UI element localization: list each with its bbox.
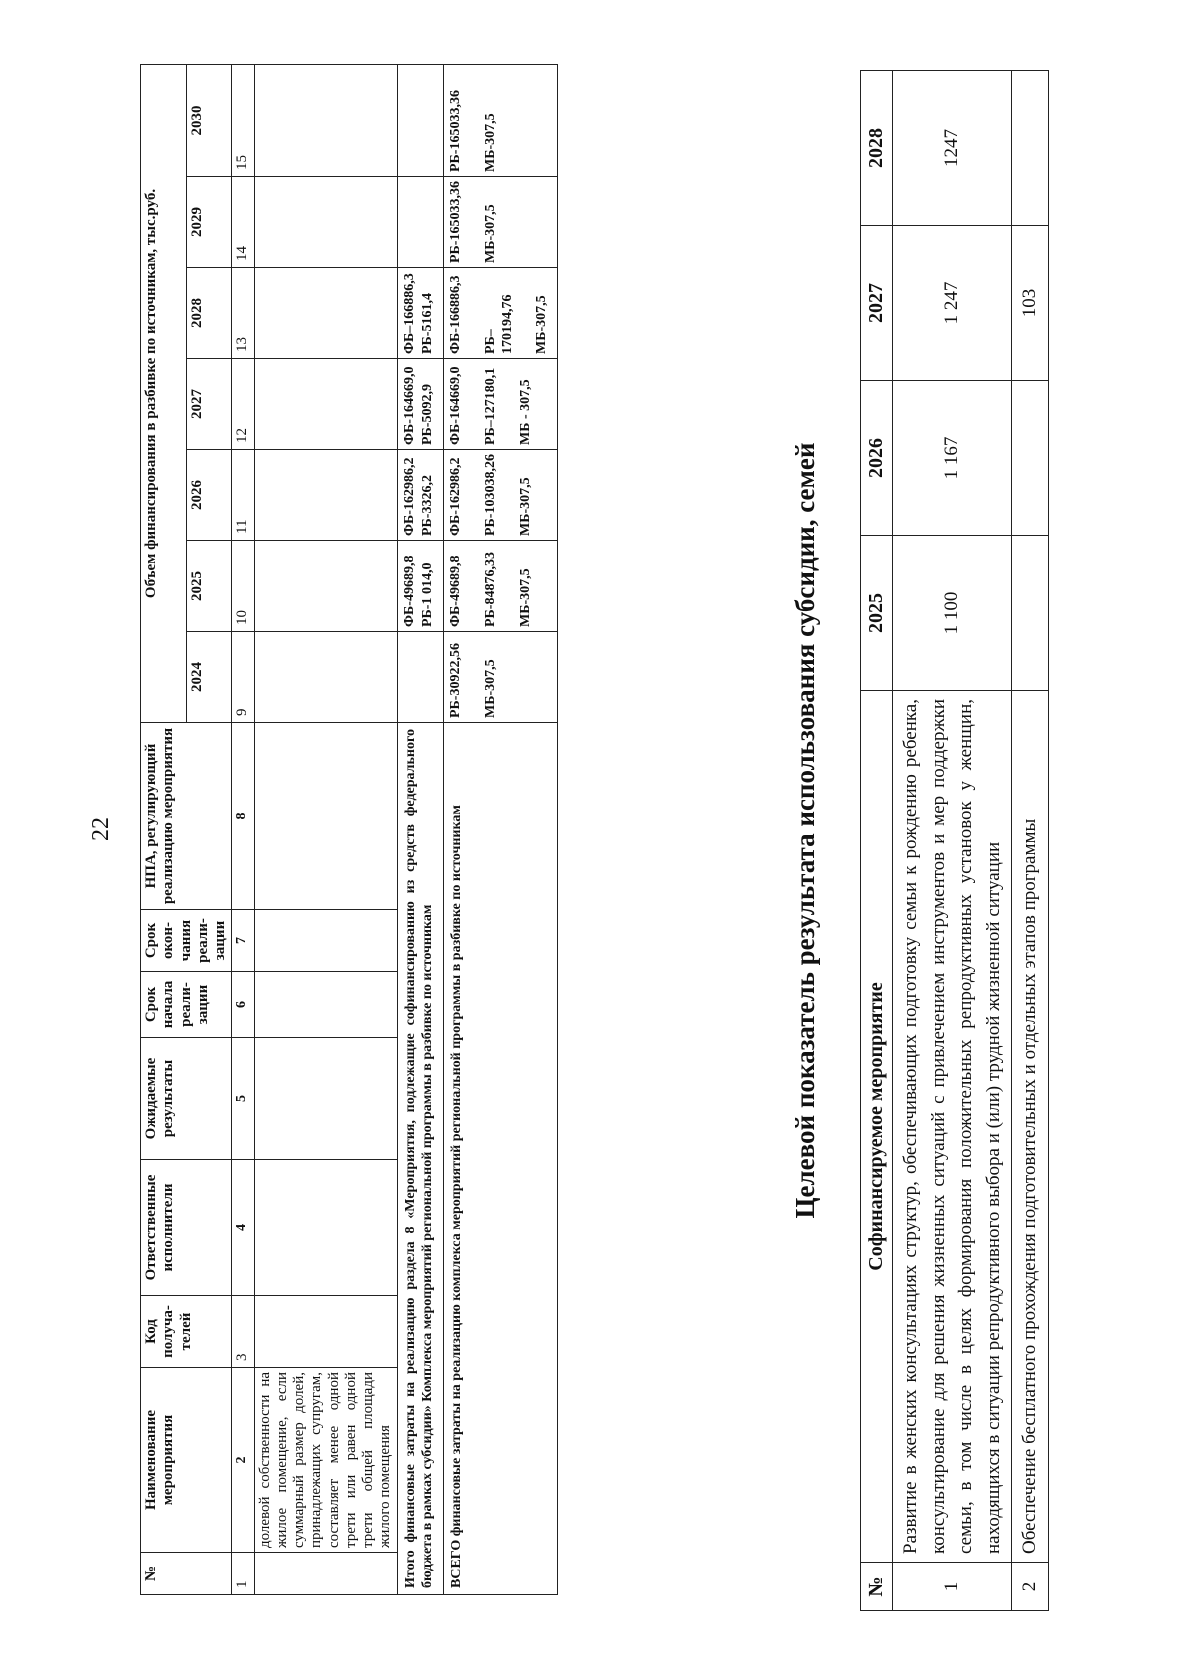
table-row bbox=[1012, 71, 1049, 1611]
col-header-no: № bbox=[141, 1553, 232, 1595]
column-number: 8 bbox=[232, 723, 254, 910]
year-header: 2027 bbox=[861, 226, 893, 381]
column-number: 11 bbox=[232, 450, 254, 541]
indicator-value bbox=[1012, 536, 1049, 691]
funding-cell bbox=[444, 359, 558, 450]
funding-value: МБ - 307,5 bbox=[517, 379, 533, 445]
funding-value: МБ-307,5 bbox=[482, 659, 498, 718]
itogo-label: Итого финансовые затраты на реализацию раздела 8 «Мероприятия, подлежащие софинансированию из средств федерального бюджета в рамках субсидии» Комплекса мероприятий региональной программы в разбивке по источникам bbox=[397, 723, 444, 1595]
vsego-label: ВСЕГО финансовые затраты на реализацию комплекса мероприятий региональной программы в разбивке по источникам bbox=[444, 723, 558, 1595]
measure-name-continued: долевой собственности на жилое помещение, если суммарный размер долей, принадлежащих супругам, составляет менее одной трети или равен одной трети общей площади жилого помещения bbox=[254, 1368, 397, 1553]
indicator-value: 1 167 bbox=[893, 381, 1012, 536]
funding-value: МБ-307,5 bbox=[517, 477, 533, 536]
indicator-value bbox=[1012, 71, 1049, 226]
funding-cell bbox=[397, 541, 444, 632]
funding-cell bbox=[444, 632, 558, 723]
funding-value: ФБ-162986,2 bbox=[401, 457, 417, 536]
year-header: 2025 bbox=[186, 541, 232, 632]
year-header: 2025 bbox=[861, 536, 893, 691]
indicator-value: 1 100 bbox=[893, 536, 1012, 691]
result-indicator-table bbox=[860, 70, 1049, 1611]
column-number: 7 bbox=[232, 910, 254, 972]
col-header-npa: НПА, регулирующий реализацию мероприятия bbox=[141, 723, 232, 910]
column-number-row bbox=[232, 64, 254, 1594]
column-number: 3 bbox=[232, 1296, 254, 1368]
column-number: 9 bbox=[232, 632, 254, 723]
funding-value: ФБ-164669,0 bbox=[448, 366, 464, 445]
year-header: 2028 bbox=[861, 71, 893, 226]
col-header-end: Срок окон-чания реали-зации bbox=[141, 910, 232, 972]
funding-value: ФБ-49689,8 bbox=[448, 555, 464, 627]
indicator-value: 103 bbox=[1012, 226, 1049, 381]
funding-cell bbox=[397, 64, 444, 176]
year-header: 2026 bbox=[861, 381, 893, 536]
indicator-value bbox=[1012, 381, 1049, 536]
funding-cell bbox=[397, 450, 444, 541]
funding-cell bbox=[397, 268, 444, 359]
col-header-no: № bbox=[861, 1563, 893, 1611]
column-number: 15 bbox=[232, 64, 254, 176]
funding-value: ФБ-49689,8 bbox=[401, 555, 417, 627]
year-header: 2026 bbox=[186, 450, 232, 541]
funding-cell bbox=[444, 64, 558, 176]
table-row bbox=[893, 71, 1012, 1611]
funding-value: ФБ-166886,3 bbox=[448, 275, 464, 354]
column-number: 14 bbox=[232, 177, 254, 268]
funding-value: РБ-5161,4 bbox=[420, 293, 436, 354]
funding-cell bbox=[397, 632, 444, 723]
col-header-name: Наименование мероприятия bbox=[141, 1368, 232, 1553]
funding-value: МБ-307,5 bbox=[534, 295, 550, 354]
col-header-code: Код получа-телей bbox=[141, 1296, 232, 1368]
funding-cell bbox=[397, 177, 444, 268]
column-number: 1 bbox=[232, 1553, 254, 1595]
indicator-value: 1 247 bbox=[893, 226, 1012, 381]
funding-value: МБ-307,5 bbox=[517, 568, 533, 627]
page-number: 22 bbox=[88, 817, 114, 841]
funding-value: РБ-165033,36 bbox=[448, 90, 464, 172]
section-title: Целевой показатель результата использования субсидии, семей bbox=[790, 442, 820, 1219]
year-header: 2029 bbox=[186, 177, 232, 268]
measure-text: Развитие в женских консультациях структур, обеспечивающих подготовку семьи к рождению ребенка, консультирование для решения жизненных ситуаций с привлечением инструментов и мер поддержки семьи, в том числе в целях формирования положительных репродуктивных установок у женщин, находящихся в ситуации репродуктивного выбора и (или) трудной жизненной ситуации bbox=[893, 691, 1012, 1563]
table-row bbox=[254, 64, 397, 1594]
funding-value: ФБ-164669,0 bbox=[401, 366, 417, 445]
vsego-row bbox=[444, 64, 558, 1594]
funding-cell bbox=[444, 541, 558, 632]
year-header: 2027 bbox=[186, 359, 232, 450]
column-number: 13 bbox=[232, 268, 254, 359]
column-number: 10 bbox=[232, 541, 254, 632]
col-header-start: Срок начала реали-зации bbox=[141, 972, 232, 1038]
itogo-row bbox=[397, 64, 444, 1594]
header-row bbox=[861, 71, 893, 1611]
column-number: 2 bbox=[232, 1368, 254, 1553]
funding-cell bbox=[444, 268, 558, 359]
row-number: 1 bbox=[893, 1563, 1012, 1611]
year-header: 2024 bbox=[186, 632, 232, 723]
funding-value: РБ-1 014,0 bbox=[420, 562, 436, 627]
column-number: 4 bbox=[232, 1160, 254, 1296]
column-number: 6 bbox=[232, 972, 254, 1038]
measure-text: Обеспечение бесплатного прохождения подготовительных и отдельных этапов программы bbox=[1012, 691, 1049, 1563]
row-number: 2 bbox=[1012, 1563, 1049, 1611]
funding-value: РБ-165033,36 bbox=[448, 181, 464, 263]
year-header: 2028 bbox=[186, 268, 232, 359]
funding-value: ФБ–166886,3 bbox=[401, 273, 417, 354]
funding-table bbox=[140, 64, 558, 1595]
col-header-results: Ожидаемые результаты bbox=[141, 1038, 232, 1160]
funding-value: РБ-3326,2 bbox=[420, 475, 436, 536]
funding-value: РБ-103038,26 bbox=[482, 454, 498, 536]
funding-value: РБ-5092,9 bbox=[420, 384, 436, 445]
funding-value: РБ-84876,33 bbox=[482, 552, 498, 627]
funding-cell bbox=[444, 177, 558, 268]
col-header-funding: Объем финансирования в разбивке по источникам, тыс.руб. bbox=[141, 64, 187, 722]
column-number: 5 bbox=[232, 1038, 254, 1160]
funding-value: РБ–170194,76 bbox=[482, 294, 515, 354]
funding-value: МБ-307,5 bbox=[482, 113, 498, 172]
col-header-measure: Софинансируемое мероприятие bbox=[861, 691, 893, 1563]
funding-value: ФБ-162986,2 bbox=[448, 457, 464, 536]
column-number: 12 bbox=[232, 359, 254, 450]
col-header-executors: Ответственные исполнители bbox=[141, 1160, 232, 1296]
funding-value: РБ–127180,1 bbox=[482, 367, 498, 445]
funding-cell bbox=[397, 359, 444, 450]
indicator-value: 1247 bbox=[893, 71, 1012, 226]
funding-cell bbox=[444, 450, 558, 541]
funding-value: РБ-30922,56 bbox=[448, 643, 464, 718]
funding-value: МБ-307,5 bbox=[482, 204, 498, 263]
year-header: 2030 bbox=[186, 64, 232, 176]
